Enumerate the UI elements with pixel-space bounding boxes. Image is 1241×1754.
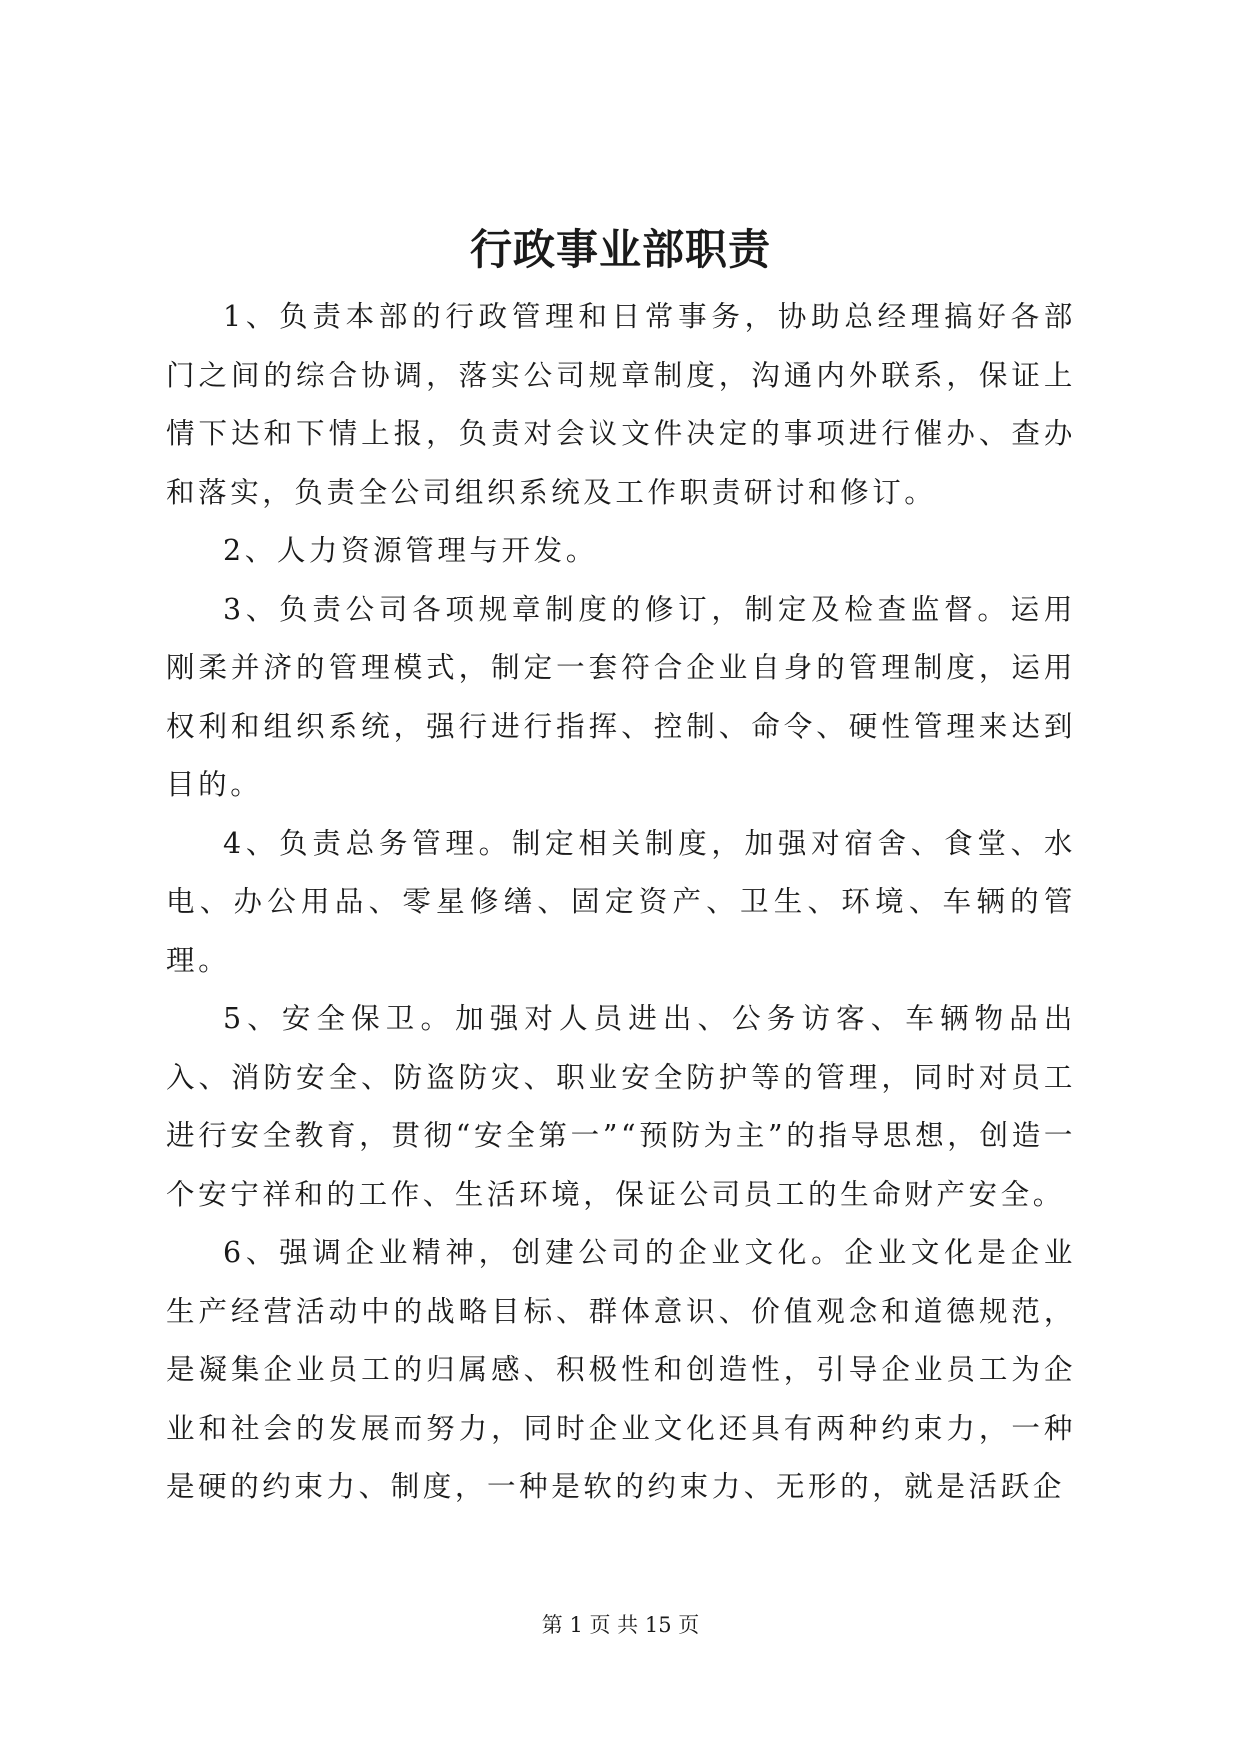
paragraph-2: 2、人力资源管理与开发。 [223,534,598,567]
document-body [166,288,1076,1517]
paragraph-3: 3、负责公司各项规章制度的修订，制定及检查监督。运用刚柔并济的管理模式，制定一套符合企业自身的管理制度，运用权利和组织系统，强行进行指挥、控制、命令、硬性管理来达到目的。 [166,592,1076,801]
paragraph-1: 1、负责本部的行政管理和日常事务，协助总经理搞好各部门之间的综合协调，落实公司规章制度，沟通内外联系，保证上情下达和下情上报，负责对会议文件决定的事项进行催办、查办和落实，负责全公司组织系统及工作职责研讨和修订。 [166,300,1076,509]
document-title: 行政事业部职责 [469,225,771,274]
paragraph-5: 5、安全保卫。加强对人员进出、公务访客、车辆物品出入、消防安全、防盗防灾、职业安全防护等的管理，同时对员工进行安全教育，贯彻“安全第一”“预防为主”的指导思想，创造一个安宁祥和的工作、生活环境，保证公司员工的生命财产安全。 [166,1002,1076,1211]
paragraph-6: 6、强调企业精神，创建公司的企业文化。企业文化是企业生产经营活动中的战略目标、群体意识、价值观念和道德规范，是凝集企业员工的归属感、积极性和创造性，引导企业员工为企业和社会的发展而努力，同时企业文化还具有两种约束力，一种是硬的约束力、制度，一种是软的约束力、无形的，就是活跃企 [166,1236,1076,1503]
paragraph-4: 4、负责总务管理。制定相关制度，加强对宿舍、食堂、水电、办公用品、零星修缮、固定资产、卫生、环境、车辆的管理。 [166,826,1076,977]
page-footer: 第 1 页 共 15 页 [541,1613,700,1637]
